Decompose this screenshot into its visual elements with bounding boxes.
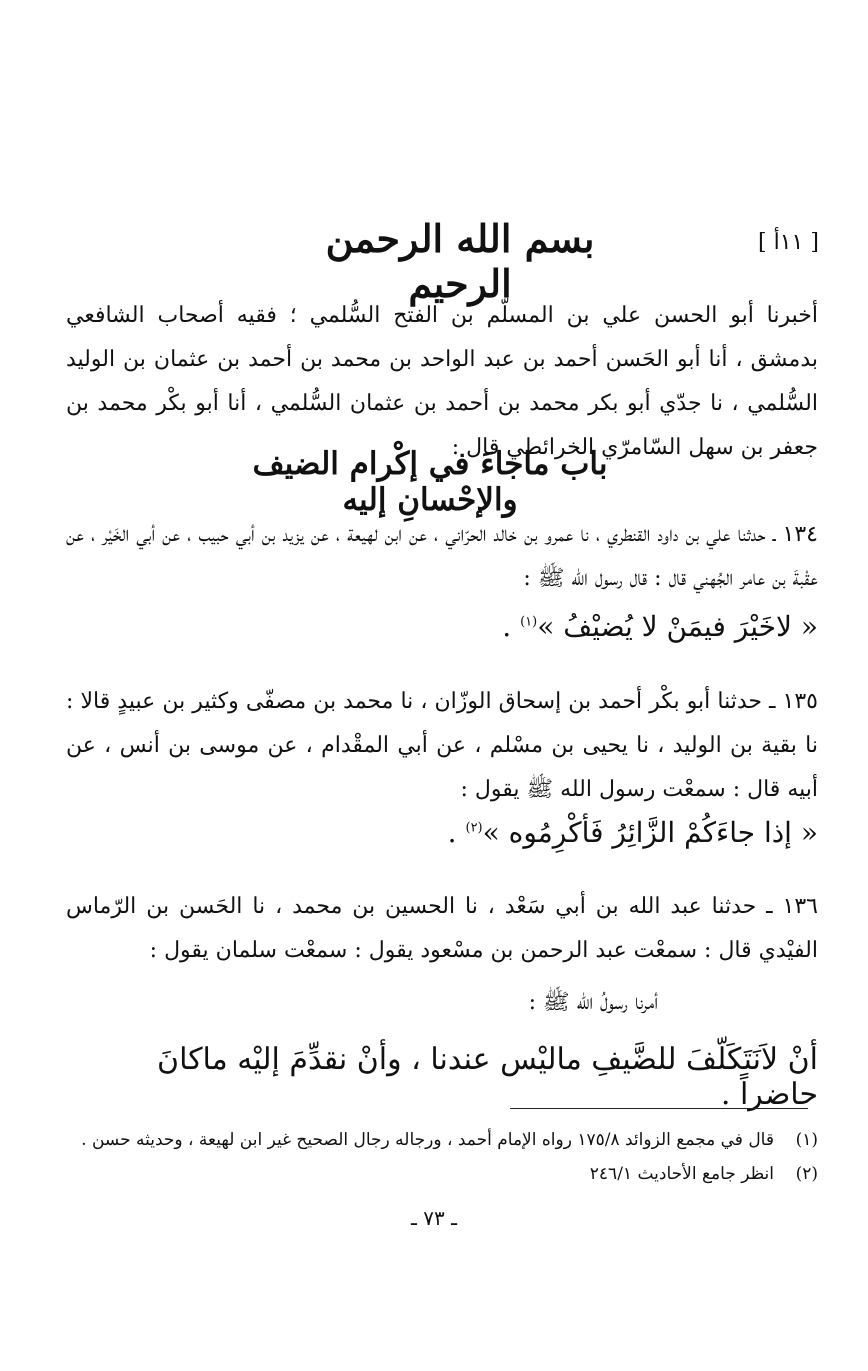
hadith-135-paragraph: ١٣٥ ـ حدثنا أبو بكْر أحمد بن إسحاق الوزّان ، نا محمد بن مصفّى وكثير بن عبيدٍ قالا : نا بقية بن الوليد ، نا يحيى بن مسْلم ، عن أبي المقْدام ، عن موسى بن أنس ، عن أبيه قال : سمعْت رسول الله ﷺ يقول : xyxy=(66,689,818,802)
folio-marker: [ ١١أ ] xyxy=(758,230,819,255)
footnote-ref-2[interactable]: (٢) xyxy=(465,820,483,836)
page-number: ـ ٧٣ ـ xyxy=(411,1206,457,1230)
hadith-134-paragraph: ١٣٤ ـ حدثنا علي بن داود القنطري ، نا عمرو بن خالد الحرّاني ، عن ابن لهيعة ، عن يزيد بن أبي حبيب ، عن أبي الخَيْر ، عن عقْبةَ بن عامر الجُهني قال : قال رسول الله ﷺ : xyxy=(66,522,818,591)
quote-1-text: « لاخَيْرَ فيمَنْ لا يُضيْفُ » xyxy=(537,610,818,643)
hadith-136-paragraph: ١٣٦ ـ حدثنا عبد الله بن أبي سَعْد ، نا الحسين بن محمد ، نا الحَسن بن الرّماس الفيْدي قال : سمعْت عبد الرحمن بن مسْعود يقول : سمعْت سلمان يقول : xyxy=(66,894,818,963)
footnote-2 xyxy=(66,1160,818,1188)
footnote-divider xyxy=(510,1108,808,1109)
hadith-136-quote-intro: أمرنا رسولُ الله ﷺ : xyxy=(528,990,658,1015)
footnote-1-number: (١) xyxy=(795,1130,818,1150)
hadith-135-quote xyxy=(330,816,818,849)
hadith-136-quote: أنْ لاَنَتَكَلّفَ للضَّيفِ ماليْس عندنا ، وأنْ نقدِّمَ إليْه ماكانَ حاضراً . xyxy=(157,1042,818,1112)
footnote-ref-1[interactable]: (١) xyxy=(520,614,538,630)
footnote-1 xyxy=(66,1126,818,1154)
quote-1-end: . xyxy=(502,610,521,643)
quote-2-text: « إذا جاءَكُمْ الزَّائِرُ فَأكْرِمُوه » xyxy=(482,816,818,849)
isnad-intro-paragraph: أخبرنا أبو الحسن علي بن المسلّم بن الفتح السُّلمي ؛ فقيه أصحاب الشافعي بدمشق ، أنا أبو الحَسن أحمد بن عبد الواحد بن محمد بن أحمد بن عثمان بن الوليد السُّلمي ، نا جدّي أبو بكر محمد بن أحمد بن عثمان السُّلمي ، أنا أبو بكْر محمد بن جعفر بن سهل السّامرّي الخرائطي قال : xyxy=(66,303,818,460)
basmala-heading: بسم الله الرحمن الرحيم xyxy=(325,216,595,306)
hadith-134-quote xyxy=(330,610,818,643)
footnote-2-text: انظر جامع الأحاديث ٢٤٦/١ xyxy=(589,1164,774,1184)
footnote-2-number: (٢) xyxy=(795,1164,818,1184)
quote-2-end: . xyxy=(447,816,466,849)
chapter-title: باب ماجاءَ في إكْرام الضيف والإحْسانِ إليه xyxy=(252,446,608,518)
footnote-1-text: قال في مجمع الزوائد ١٧٥/٨ رواه الإمام أحمد ، ورجاله رجال الصحيح غير ابن لهيعة ، وحديثه حسن . xyxy=(81,1130,774,1150)
